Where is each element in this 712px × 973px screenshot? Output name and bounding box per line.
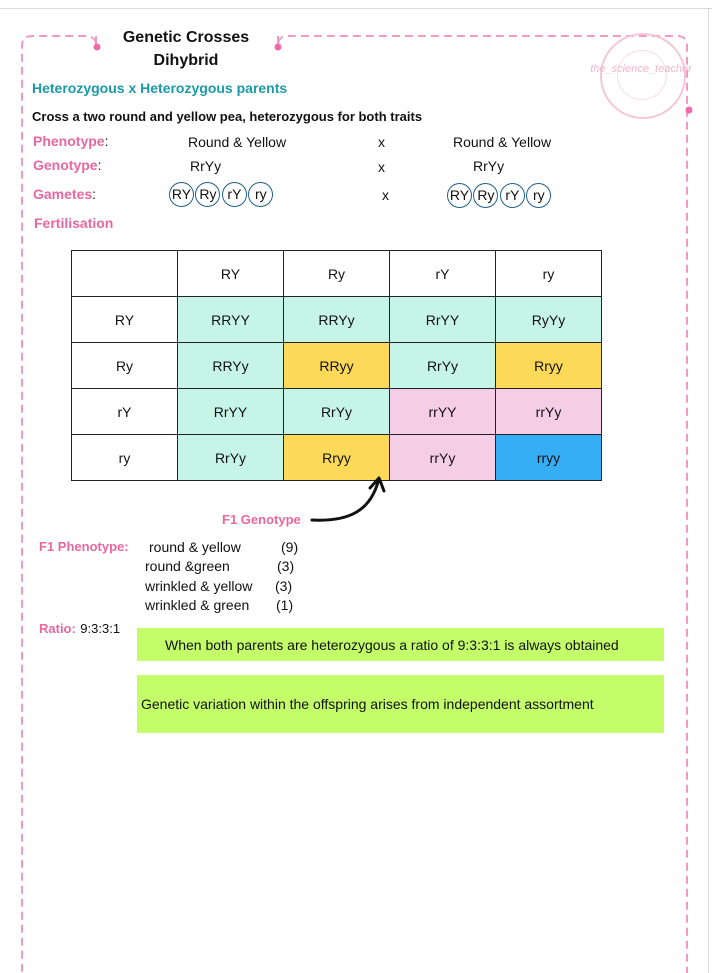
- phenotype-label-wrap: [33, 133, 108, 151]
- subtitle: Heterozygous x Heterozygous parents: [32, 80, 288, 96]
- phenotype-colon: :: [104, 133, 109, 149]
- punnett-row-gamete: ry: [72, 435, 178, 481]
- punnett-gamete-header: ry: [496, 251, 602, 297]
- punnett-gamete-header: rY: [390, 251, 496, 297]
- f1-phenotype-item-name: round &green: [145, 558, 230, 574]
- task-statement: Cross a two round and yellow pea, heterozygous for both traits: [32, 109, 423, 124]
- punnett-cell-round-yellow: RrYy: [178, 435, 284, 481]
- phenotype-label: Phenotype: [33, 133, 105, 149]
- punnett-row: [72, 343, 602, 389]
- ratio-label: Ratio:: [39, 621, 76, 636]
- punnett-row-gamete: rY: [72, 389, 178, 435]
- punnett-cell-round-green: Rryy: [496, 343, 602, 389]
- phenotype-parent2: Round & Yellow: [453, 134, 552, 150]
- phenotype-cross-x: x: [378, 134, 385, 150]
- punnett-row: [72, 389, 602, 435]
- title-line-2: Dihybrid: [153, 52, 219, 69]
- gamete-circle: RY: [169, 182, 194, 207]
- punnett-cell-wrinkled-yellow: rrYy: [496, 389, 602, 435]
- punnett-corner-cell: [72, 251, 178, 297]
- punnett-cell-wrinkled-green: rryy: [496, 435, 602, 481]
- punnett-cell-round-yellow: RrYy: [284, 389, 390, 435]
- punnett-gamete-header: Ry: [284, 251, 390, 297]
- note-box-ratio: [137, 628, 664, 661]
- note-box-variation: [137, 675, 664, 733]
- note-variation-text: Genetic variation within the offspring arises from independent assortment: [141, 696, 594, 712]
- f1-phenotype-item-name: wrinkled & yellow: [145, 578, 253, 594]
- note-ratio-text: When both parents are heterozygous a ratio of 9:3:3:1 is always obtained: [165, 637, 619, 653]
- gametes-parent2: [447, 183, 548, 208]
- gametes-colon: :: [92, 186, 97, 202]
- genotype-parent1: RrYy: [190, 158, 222, 174]
- punnett-cell-round-yellow: RrYY: [390, 297, 496, 343]
- gamete-circle: Ry: [195, 182, 220, 207]
- genotype-label: Genotype: [33, 157, 98, 173]
- gametes-label: Gametes: [33, 186, 93, 202]
- genotype-colon: :: [97, 157, 102, 173]
- gametes-parent1: [169, 182, 270, 207]
- f1-phenotype-label: F1 Phenotype:: [39, 539, 129, 554]
- f1-phenotype-item-name: wrinkled & green: [145, 597, 250, 613]
- fertilisation-label: Fertilisation: [34, 215, 114, 231]
- genotype-label-wrap: [33, 157, 101, 175]
- gamete-circle: rY: [222, 182, 247, 207]
- punnett-cell-round-green: Rryy: [284, 435, 390, 481]
- watermark-seal-inner: [617, 50, 667, 100]
- punnett-cell-round-yellow: RRYy: [284, 297, 390, 343]
- ratio-line: [39, 620, 120, 638]
- title-line-1: Genetic Crosses: [122, 29, 250, 46]
- punnett-cell-round-green: RRyy: [284, 343, 390, 389]
- punnett-cell-wrinkled-yellow: rrYy: [390, 435, 496, 481]
- punnett-row: [72, 297, 602, 343]
- gametes-label-wrap: [33, 186, 96, 204]
- gamete-circle: Ry: [473, 183, 498, 208]
- page-title: [100, 26, 272, 72]
- gamete-circle: RY: [447, 183, 472, 208]
- genotype-parent2: RrYy: [473, 158, 505, 174]
- f1-phenotype-item-count: (9): [281, 539, 299, 555]
- curved-arrow-icon: [300, 470, 390, 530]
- punnett-cell-round-yellow: RyYy: [496, 297, 602, 343]
- gamete-circle: rY: [500, 183, 525, 208]
- punnett-header-row: [72, 251, 602, 297]
- gamete-circle: ry: [248, 182, 273, 207]
- f1-genotype-label: F1 Genotype: [222, 512, 301, 527]
- punnett-cell-round-yellow: RrYY: [178, 389, 284, 435]
- punnett-row-gamete: RY: [72, 297, 178, 343]
- ratio-value: 9:3:3:1: [80, 621, 121, 636]
- punnett-cell-round-yellow: RRYY: [178, 297, 284, 343]
- phenotype-parent1: Round & Yellow: [188, 134, 287, 150]
- gametes-cross-x: x: [382, 187, 389, 203]
- f1-phenotype-item-name: round & yellow: [149, 539, 241, 555]
- watermark-text: the_science_teacher: [590, 63, 692, 75]
- f1-phenotype-item-count: (3): [277, 558, 295, 574]
- punnett-cell-wrinkled-yellow: rrYY: [390, 389, 496, 435]
- punnett-square: [71, 250, 602, 481]
- f1-phenotype-item-count: (3): [275, 578, 293, 594]
- gamete-circle: ry: [526, 183, 551, 208]
- punnett-gamete-header: RY: [178, 251, 284, 297]
- genotype-cross-x: x: [378, 159, 385, 175]
- punnett-cell-round-yellow: RRYy: [178, 343, 284, 389]
- f1-phenotype-item-count: (1): [276, 597, 294, 613]
- punnett-cell-round-yellow: RrYy: [390, 343, 496, 389]
- punnett-row-gamete: Ry: [72, 343, 178, 389]
